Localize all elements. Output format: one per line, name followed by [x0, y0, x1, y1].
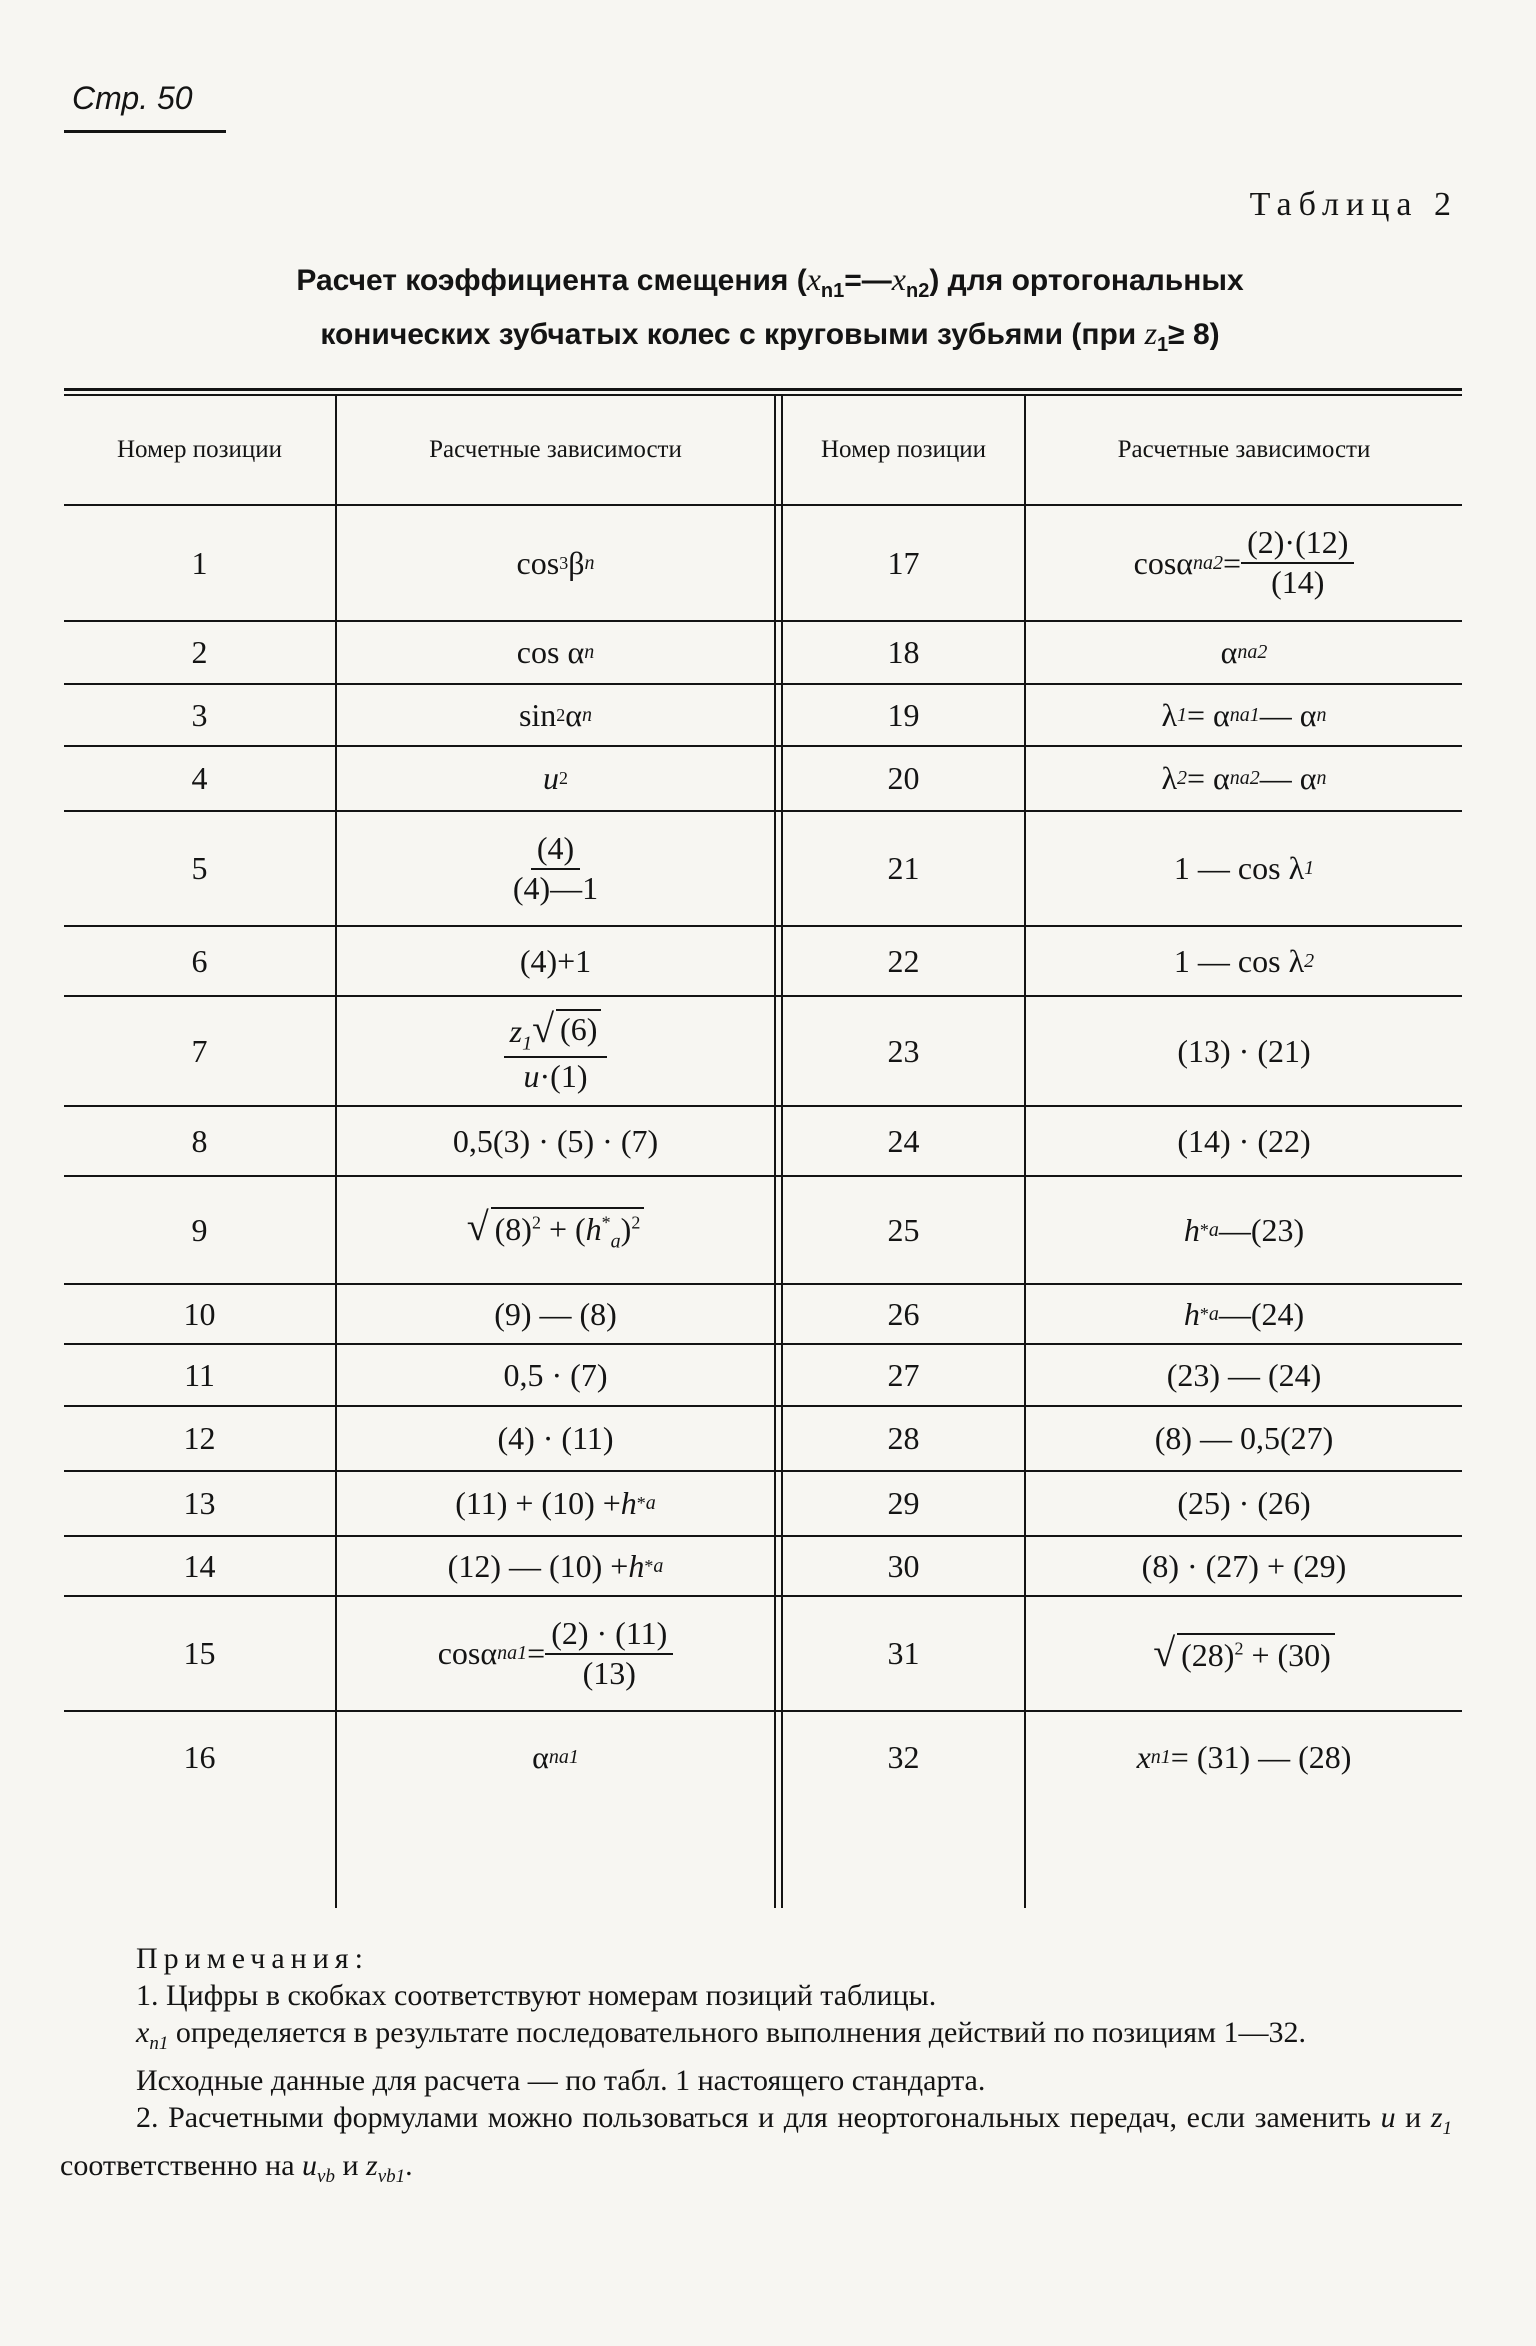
position-number: 28	[887, 1420, 920, 1456]
position-number: 25	[887, 1211, 920, 1248]
position-number: 22	[887, 942, 920, 979]
formula-cell: 1 — cos λ 2	[1173, 942, 1315, 979]
position-number: 24	[887, 1122, 920, 1159]
note-2: 2. Расчетными формулами можно пользоваться и для неортогональных передач, если заменить u и $z_1$ соответственно на $u_{vb}$ и $z_{vb1}$.	[60, 2101, 1452, 2187]
formula-cell: √ $(28)^2 + (30)$	[1026, 1597, 1462, 1710]
title-line-2: конических зубчатых колес с круговыми зубьями (при $z_1\ge 8$)	[320, 315, 1220, 356]
header-formulas-1: Расчетные зависимости	[429, 436, 682, 463]
formula-cell: cos α n	[516, 634, 595, 670]
header-position-2: Номер позиции	[820, 436, 986, 463]
position-number: 27	[887, 1356, 920, 1393]
formula-cell: x n1 = (31) — (28)	[1136, 1738, 1352, 1775]
table-top-rule	[64, 388, 1462, 391]
formula-cell: cos 3 β n	[516, 544, 595, 581]
position-number: 16	[183, 1738, 216, 1775]
formula-cell: (12) — (10) + h * a	[447, 1547, 664, 1584]
position-number: 4	[191, 760, 208, 796]
position-number: 32	[887, 1738, 920, 1775]
formula-cell: λ 2 = α na2 — α n	[1161, 760, 1327, 796]
table-label: Таблица 2	[1249, 186, 1458, 223]
formula-cell: cosα na1 = $\frac{(2) \cdot (11)}{(13)}$	[337, 1597, 774, 1710]
position-number: 15	[183, 1635, 216, 1671]
position-number: 29	[887, 1485, 920, 1521]
note-1-source: Исходные данные для расчета — по табл. 1 настоящего стандарта.	[136, 2064, 986, 2097]
position-number: 10	[183, 1295, 216, 1332]
formula-cell: (13) · (21)	[1177, 1032, 1311, 1069]
position-number: 26	[887, 1295, 920, 1332]
position-number: 12	[183, 1420, 216, 1456]
formula-cell: h * a —(23)	[1183, 1211, 1305, 1248]
formula-cell: sin 2 α n	[518, 696, 593, 733]
formula-cell: h * a —(24)	[1183, 1295, 1305, 1332]
formula-cell: u 2	[543, 760, 568, 796]
position-number: 8	[191, 1122, 208, 1159]
position-number: 5	[191, 850, 208, 886]
notes-title: Примечания:	[136, 1942, 369, 1975]
formula-cell: $z_1$ √ (6) u·(1)	[337, 997, 774, 1105]
position-number: 13	[183, 1485, 216, 1521]
position-number: 7	[191, 1032, 208, 1069]
position-number: 2	[191, 634, 208, 670]
position-number: 21	[887, 850, 920, 886]
formula-cell: (8) · (27) + (29)	[1141, 1547, 1347, 1584]
formula-cell: (4)+1	[519, 942, 592, 979]
header-position-1: Номер позиции	[116, 436, 282, 463]
formula-cell: 1 — cos λ 1	[1173, 850, 1315, 886]
formula-cell: √ $(8)^2 + (h^*_a)^2$	[337, 1177, 774, 1283]
formula-cell: (23) — (24)	[1166, 1356, 1322, 1393]
note-1: 1. Цифры в скобках соответствуют номерам позиций таблицы.	[136, 1979, 937, 2012]
header-formulas-2: Расчетные зависимости	[1117, 436, 1371, 463]
position-number: 11	[184, 1356, 215, 1393]
formula-cell: cosα na2 = $\frac{(2)\cdot(12)}{(14)}$	[1026, 506, 1462, 620]
position-number: 3	[191, 696, 208, 733]
formula-cell: α na2	[1220, 634, 1268, 670]
position-number: 1	[191, 544, 208, 581]
formula-cell: (9) — (8)	[494, 1295, 617, 1332]
formula-cell: λ 1 = α na1 — α n	[1161, 696, 1327, 733]
formula-cell: $\frac{(4)}{(4)—1}$	[512, 829, 599, 906]
column-divider-double	[774, 396, 776, 1908]
formula-cell: (14) · (22)	[1177, 1122, 1311, 1159]
position-number: 23	[887, 1032, 920, 1069]
formula-cell: (8) — 0,5(27)	[1154, 1420, 1334, 1456]
formula-cell: 0,5(3) · (5) · (7)	[452, 1122, 659, 1159]
title-line-1: Расчет коэффициента смещения $(x_{n1}=—x_{n2})$ для ортогональных	[296, 261, 1244, 302]
notes-section	[60, 1940, 1452, 2195]
position-number: 19	[887, 696, 920, 733]
position-number: 17	[887, 544, 920, 581]
position-number: 9	[191, 1211, 208, 1248]
page-number: Стр. 50	[72, 80, 193, 116]
position-number: 18	[887, 634, 920, 670]
formula-cell: 0,5 · (7)	[503, 1356, 608, 1393]
formula-cell: (11) + (10) + h * a	[455, 1485, 656, 1521]
position-number: 30	[887, 1547, 920, 1584]
position-number: 6	[191, 942, 208, 979]
note-1-detail: $x_{n1}$ определяется в результате последовательного выполнения действий по позициям 1—32.	[136, 2016, 1306, 2054]
position-number: 14	[183, 1547, 216, 1584]
position-number: 31	[887, 1635, 920, 1671]
formula-cell: α na1	[532, 1738, 579, 1775]
formula-cell: (25) · (26)	[1177, 1485, 1311, 1521]
position-number: 20	[887, 760, 920, 796]
formula-cell: (4) · (11)	[497, 1420, 614, 1456]
